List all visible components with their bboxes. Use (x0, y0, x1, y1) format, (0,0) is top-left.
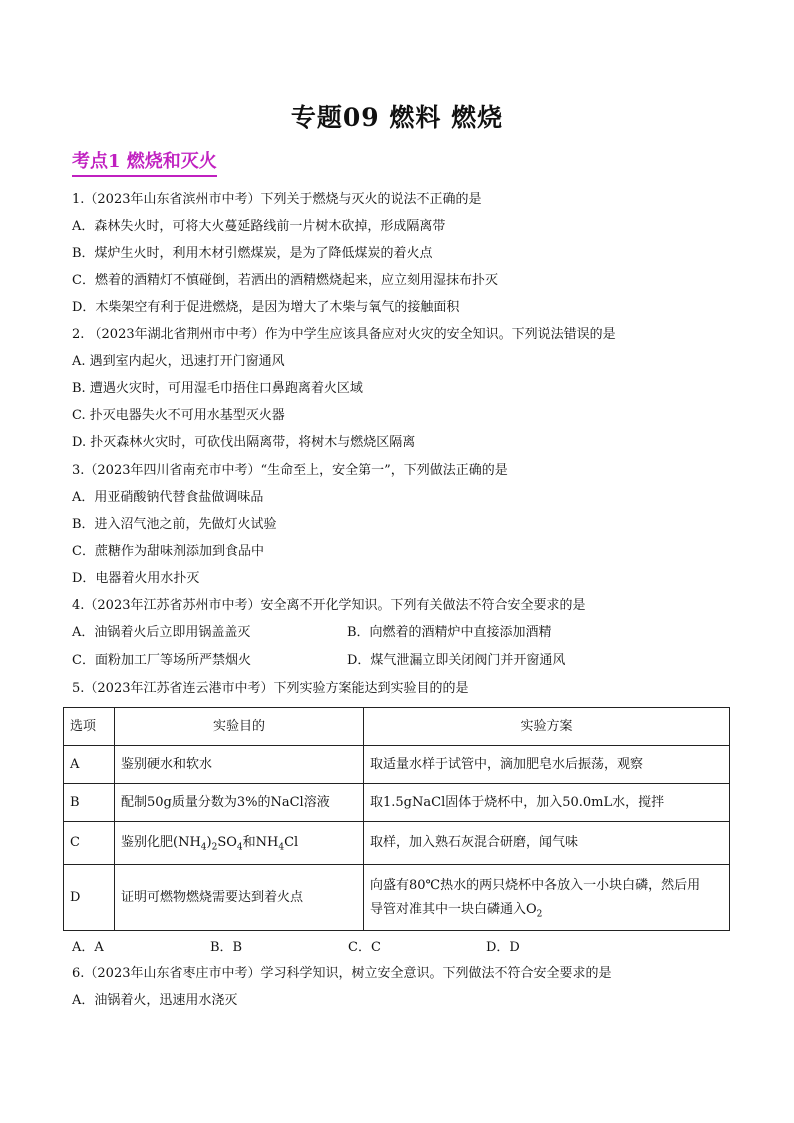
question-2-stem: 2. （2023年湖北省荆州市中考）作为中学生应该具备应对火灾的安全知识。下列说法错误的是 (72, 327, 616, 342)
table-cell-goal: 鉴别硬水和软水 (115, 746, 364, 784)
question-1-option-c: C．燃着的酒精灯不慎碰倒，若洒出的酒精燃烧起来，应立刻用湿抹布扑灭 (72, 273, 498, 288)
section-title: 考点1 燃烧和灭火 (72, 150, 217, 177)
question-2-option-d: D. 扑灭森林火灾时，可砍伐出隔离带，将树木与燃烧区隔离 (72, 435, 416, 450)
question-2-option-c: C. 扑灭电器失火不可用水基型灭火器 (72, 408, 285, 423)
table-header-option: 选项 (64, 708, 115, 746)
table-cell-plan: 取1.5gNaCl固体于烧杯中，加入50.0mL水，搅拌 (364, 784, 730, 822)
question-3-option-d: D．电器着火用水扑灭 (72, 571, 200, 586)
table-header-goal: 实验目的 (115, 708, 364, 746)
table-row (64, 865, 730, 931)
question-5-answer-b: B．B (210, 940, 243, 955)
table-row (64, 784, 730, 822)
table-cell-option: C (64, 822, 115, 865)
question-4-option-a: A．油锅着火后立即用锅盖盖灭 (72, 625, 251, 640)
question-1-option-a: A．森林失火时，可将大火蔓延路线前一片树木砍掉，形成隔离带 (72, 219, 446, 234)
question-6-stem: 6.（2023年山东省枣庄市中考）学习科学知识，树立安全意识。下列做法不符合安全要求的是 (72, 966, 612, 981)
question-5-answer-d: D．D (486, 940, 520, 955)
question-2-option-b: B. 遭遇火灾时，可用湿毛巾捂住口鼻跑离着火区域 (72, 381, 363, 396)
table-header-plan: 实验方案 (364, 708, 730, 746)
question-5-table (63, 707, 730, 931)
question-4-option-c: C．面粉加工厂等场所严禁烟火 (72, 653, 251, 668)
question-4-stem: 4.（2023年江苏省苏州市中考）安全离不开化学知识。下列有关做法不符合安全要求的是 (72, 598, 586, 613)
question-4-option-d: D．煤气泄漏立即关闭阀门并开窗通风 (347, 653, 566, 668)
table-header-row (64, 708, 730, 746)
question-1-stem: 1.（2023年山东省滨州市中考）下列关于燃烧与灭火的说法不正确的是 (72, 192, 482, 207)
question-3-option-c: C．蔗糖作为甜味剂添加到食品中 (72, 544, 264, 559)
question-3-option-b: B．进入沼气池之前，先做灯火试验 (72, 517, 277, 532)
question-1-option-d: D．木柴架空有利于促进燃烧，是因为增大了木柴与氧气的接触面积 (72, 300, 460, 315)
table-row (64, 822, 730, 865)
table-cell-plan: 向盛有80℃热水的两只烧杯中各放入一小块白磷，然后用 导管对准其中一块白磷通入$O_2$ (364, 865, 730, 931)
table-cell-goal: 配制50g质量分数为3%的NaCl溶液 (115, 784, 364, 822)
question-5-stem: 5.（2023年江苏省连云港市中考）下列实验方案能达到实验目的的是 (72, 681, 469, 696)
question-3-stem: 3.（2023年四川省南充市中考）“生命至上，安全第一”，下列做法正确的是 (72, 463, 508, 478)
table-cell-plan: 取适量水样于试管中，滴加肥皂水后振荡，观察 (364, 746, 730, 784)
table-cell-option: D (64, 865, 115, 931)
table-cell-plan: 取样，加入熟石灰混合研磨，闻气味 (364, 822, 730, 865)
question-3-option-a: A．用亚硝酸钠代替食盐做调味品 (72, 490, 264, 505)
question-6-option-a: A．油锅着火，迅速用水浇灭 (72, 993, 238, 1008)
question-5-answer-c: C．C (348, 940, 381, 955)
table-cell-option: B (64, 784, 115, 822)
question-2-option-a: A. 遇到室内起火，迅速打开门窗通风 (72, 354, 285, 369)
table-cell-goal: 证明可燃物燃烧需要达到着火点 (115, 865, 364, 931)
question-5-answer-a: A．A (72, 940, 104, 955)
table-cell-goal: 鉴别化肥$(NH_4)_2SO_4$和$NH_4Cl$ (115, 822, 364, 865)
question-4-option-b: B．向燃着的酒精炉中直接添加酒精 (347, 625, 552, 640)
table-row (64, 746, 730, 784)
page-title: 专题09 燃料 燃烧 (290, 103, 504, 132)
question-1-option-b: B．煤炉生火时，利用木材引燃煤炭，是为了降低煤炭的着火点 (72, 246, 433, 261)
table-cell-option: A (64, 746, 115, 784)
